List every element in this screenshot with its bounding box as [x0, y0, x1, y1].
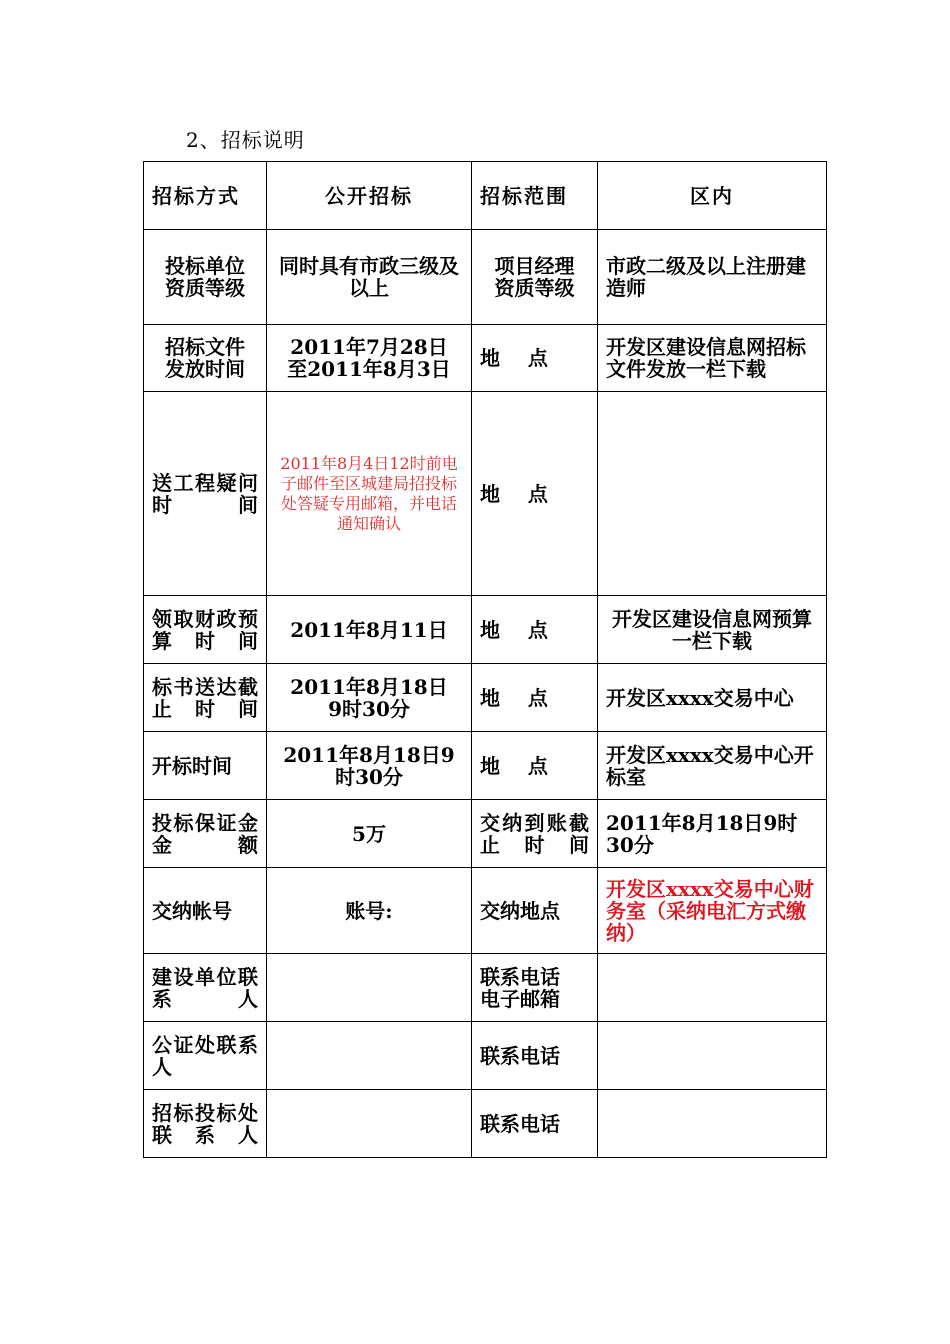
value-budget-time: 2011年8月11日 [267, 596, 472, 664]
label-bid-scope: 招标范围 [472, 162, 598, 230]
table-row [144, 1022, 827, 1090]
table-row [144, 162, 827, 230]
value-budget-location: 开发区建设信息网预算一栏下载 [598, 596, 827, 664]
value-payment-deadline: 2011年8月18日9时30分 [598, 800, 827, 868]
value-doc-issue-time: 2011年7月28日 至2011年8月3日 [267, 325, 472, 392]
value-pm-qualification: 市政二级及以上注册建造师 [598, 230, 827, 325]
value-question-location [598, 392, 827, 596]
label-pm-qualification: 项目经理 资质等级 [472, 230, 598, 325]
label-payment-location: 交纳地点 [472, 868, 598, 954]
bidding-info-table [143, 161, 827, 1158]
table-row [144, 664, 827, 732]
label-builder-contact: 建设单位联系人 [144, 954, 267, 1022]
label-bidding-office-contact: 招标投标处联系人 [144, 1090, 267, 1158]
table-row [144, 954, 827, 1022]
table-row [144, 1090, 827, 1158]
value-question-time: 2011年8月4日12时前电子邮件至区城建局招投标处答疑专用邮箱，并电话通知确认 [267, 392, 472, 596]
label-opening-time: 开标时间 [144, 732, 267, 800]
value-bid-scope: 区内 [598, 162, 827, 230]
label-notary-contact: 公证处联系人 [144, 1022, 267, 1090]
value-opening-location: 开发区xxxx交易中心开标室 [598, 732, 827, 800]
label-location: 地 点 [472, 325, 598, 392]
value-notary-contact [267, 1022, 472, 1090]
table-row [144, 732, 827, 800]
table-row [144, 230, 827, 325]
label-location: 地 点 [472, 664, 598, 732]
label-bidding-office-phone: 联系电话 [472, 1090, 598, 1158]
label-budget-time: 领取财政预算时间 [144, 596, 267, 664]
label-notary-phone: 联系电话 [472, 1022, 598, 1090]
value-bidder-qualification: 同时具有市政三级及以上 [267, 230, 472, 325]
label-location: 地 点 [472, 392, 598, 596]
value-submission-deadline: 2011年8月18日 9时30分 [267, 664, 472, 732]
table-row [144, 800, 827, 868]
label-doc-issue-time: 招标文件 发放时间 [144, 325, 267, 392]
table-row [144, 325, 827, 392]
label-payment-account: 交纳帐号 [144, 868, 267, 954]
value-phone-email [598, 954, 827, 1022]
table-row [144, 596, 827, 664]
label-phone-email: 联系电话 电子邮箱 [472, 954, 598, 1022]
label-payment-deadline: 交纳到账截止时间 [472, 800, 598, 868]
label-question-time: 送工程疑问时间 [144, 392, 267, 596]
value-bidding-office-contact [267, 1090, 472, 1158]
label-location: 地 点 [472, 596, 598, 664]
table-row [144, 868, 827, 954]
label-location: 地 点 [472, 732, 598, 800]
value-builder-contact [267, 954, 472, 1022]
value-payment-account: 账号: [267, 868, 472, 954]
value-bid-method: 公开招标 [267, 162, 472, 230]
value-doc-issue-location: 开发区建设信息网招标文件发放一栏下载 [598, 325, 827, 392]
table-row [144, 392, 827, 596]
label-deposit-amount: 投标保证金金额 [144, 800, 267, 868]
value-payment-location: 开发区xxxx交易中心财务室（采纳电汇方式缴纳） [598, 868, 827, 954]
label-submission-deadline: 标书送达截止时间 [144, 664, 267, 732]
value-submission-location: 开发区xxxx交易中心 [598, 664, 827, 732]
value-notary-phone [598, 1022, 827, 1090]
value-opening-time: 2011年8月18日9时30分 [267, 732, 472, 800]
label-bidder-qualification: 投标单位 资质等级 [144, 230, 267, 325]
value-deposit-amount: 5万 [267, 800, 472, 868]
label-bid-method: 招标方式 [144, 162, 267, 230]
section-heading: 2、招标说明 [186, 128, 305, 152]
value-bidding-office-phone [598, 1090, 827, 1158]
